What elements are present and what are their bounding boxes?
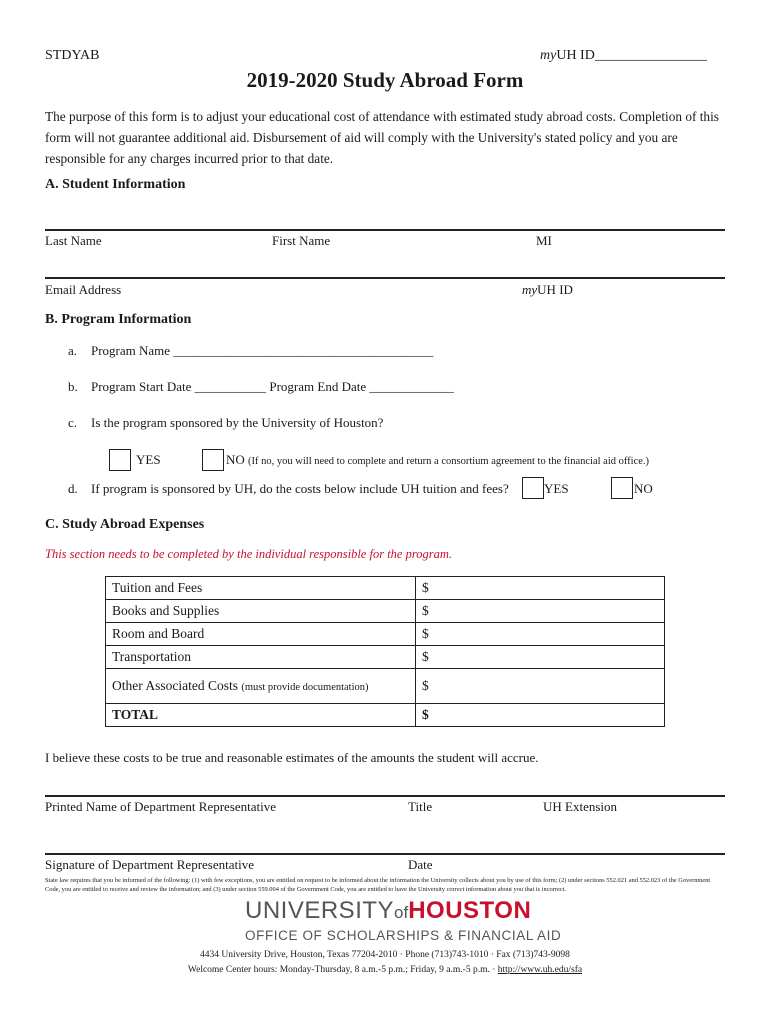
signature-line[interactable] — [45, 795, 725, 797]
total-label: TOTAL — [106, 704, 416, 727]
table-row — [106, 623, 665, 646]
myuh-id-header — [540, 48, 707, 64]
office-hours — [0, 965, 770, 975]
last-name-label: Last Name — [45, 233, 102, 248]
program-name-field[interactable]: Program Name ________________________________________ — [91, 343, 434, 358]
certification-statement: I believe these costs to be true and reasonable estimates of the amounts the student will accrue. — [45, 750, 539, 765]
expense-amount-field[interactable]: $ — [416, 646, 665, 669]
office-address: 4434 University Drive, Houston, Texas 77204-2010 · Phone (713)743-1010 · Fax (713)743-9098 — [200, 950, 570, 960]
expense-label: Tuition and Fees — [106, 577, 416, 600]
signature-label: Signature of Department Representative — [45, 857, 255, 872]
page-title: 2019-2020 Study Abroad Form — [246, 68, 524, 92]
logo-university: UNIVERSITY — [245, 897, 395, 924]
sponsored-no-checkbox[interactable] — [202, 449, 224, 471]
expense-amount-field[interactable]: $ — [416, 600, 665, 623]
sponsored-yes-label: YES — [136, 452, 161, 467]
expense-label: Transportation — [106, 646, 416, 669]
myuh-italic: my — [540, 48, 557, 63]
sponsored-no-label — [226, 452, 649, 468]
table-row — [106, 704, 665, 727]
expenses-table — [105, 576, 665, 727]
form-code: STDYAB — [45, 48, 100, 63]
expense-label — [106, 669, 416, 704]
divider — [45, 229, 725, 231]
legal-notice: State law requires that you be informed of the following: (1) with few exceptions, you are entitled on request to be informed about the information the University collects about you by use of this form; (2) under sections 552.021 and 552.023 of the Government Code, you are entitled to receive and review the information; and (3) under section 559.004 of the Government Code, you are entitled to have the University correct information about you that is incorrect. — [45, 877, 711, 893]
no-text: NO — [226, 452, 245, 467]
myuh-id-blank[interactable]: ________________ — [594, 48, 707, 63]
divider — [45, 277, 725, 279]
myuh-id-label — [522, 282, 573, 298]
printed-name-label: Printed Name of Department Representative — [45, 799, 277, 814]
date-label: Date — [408, 857, 433, 872]
item-marker: b. — [68, 379, 78, 394]
tuition-no-label: NO — [634, 481, 653, 496]
myuh-label: UH ID — [556, 48, 595, 63]
title-label: Title — [408, 799, 433, 814]
tuition-yes-label: YES — [544, 481, 569, 496]
table-row — [106, 600, 665, 623]
expense-amount-field[interactable]: $ — [416, 623, 665, 646]
tuition-included-question: If program is sponsored by UH, do the costs below include UH tuition and fees? — [91, 481, 509, 496]
myuh-label: UH ID — [537, 282, 573, 297]
hours-text: Welcome Center hours: Monday-Thursday, 8 a.m.-5 p.m.; Friday, 9 a.m.-5 p.m. · — [187, 965, 498, 975]
section-c-note: This section needs to be completed by the individual responsible for the program. — [45, 547, 453, 561]
consortium-note: (If no, you will need to complete and return a consortium agreement to the financial aid office.) — [248, 456, 650, 467]
signature-line[interactable] — [45, 853, 725, 855]
other-costs-label: Other Associated Costs — [112, 678, 242, 693]
office-name: OFFICE OF SCHOLARSHIPS & FINANCIAL AID — [245, 928, 562, 943]
table-row — [106, 646, 665, 669]
expense-label: Books and Supplies — [106, 600, 416, 623]
tuition-no-checkbox[interactable] — [611, 477, 633, 499]
uh-logo — [245, 897, 531, 925]
mi-label: MI — [536, 233, 552, 248]
sponsorship-question: Is the program sponsored by the University of Houston? — [91, 415, 384, 430]
total-amount-field[interactable]: $ — [416, 704, 665, 727]
expense-label: Room and Board — [106, 623, 416, 646]
section-b-heading: B. Program Information — [45, 312, 192, 327]
tuition-yes-checkbox[interactable] — [522, 477, 544, 499]
program-dates-field[interactable]: Program Start Date ___________ Program End Date _____________ — [91, 379, 454, 394]
item-marker: d. — [68, 481, 78, 496]
table-row — [106, 577, 665, 600]
item-marker: a. — [68, 343, 78, 358]
email-label: Email Address — [45, 282, 122, 297]
documentation-note: (must provide documentation) — [241, 682, 369, 693]
myuh-italic: my — [522, 282, 538, 297]
expense-amount-field[interactable]: $ — [416, 577, 665, 600]
uh-extension-label: UH Extension — [543, 799, 618, 814]
item-marker: c. — [68, 415, 78, 430]
sfa-link[interactable]: http://www.uh.edu/sfa — [497, 965, 583, 975]
first-name-label: First Name — [272, 233, 331, 248]
section-c-heading: C. Study Abroad Expenses — [45, 517, 205, 532]
intro-paragraph: The purpose of this form is to adjust your educational cost of attendance with estimated study abroad costs. Completion of this form will not guarantee additional aid. Disbursement of aid will comply with the University's stated policy and you are responsible for any charges incurred prior to that date. — [45, 109, 719, 166]
sponsored-yes-checkbox[interactable] — [109, 449, 131, 471]
logo-houston: HOUSTON — [408, 897, 532, 924]
logo-of: of — [394, 903, 409, 922]
table-row — [106, 669, 665, 704]
expense-amount-field[interactable]: $ — [416, 669, 665, 704]
section-a-heading: A. Student Information — [45, 177, 186, 192]
